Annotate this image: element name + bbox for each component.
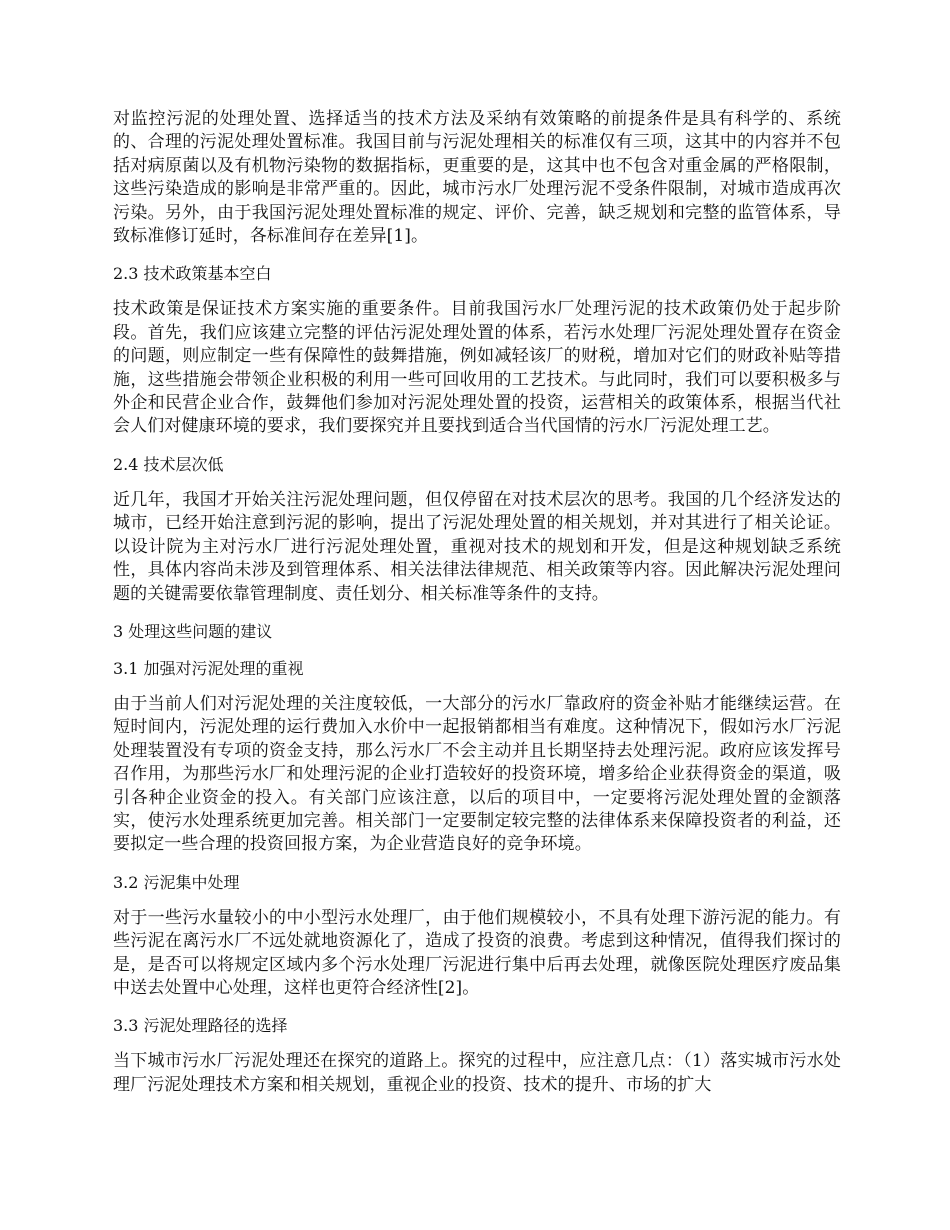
paragraph-centralized: 对于一些污水量较小的中小型污水处理厂，由于他们规模较小，不具有处理下游污泥的能力。有些污泥在离污水厂不远处就地资源化了，造成了投资的浪费。考虑到这种情况，值得我们探讨的是，是否可以将规定区域内多个污水处理厂污泥进行集中后再去处理，就像医院处理医疗废品集中送去处置中心处理，这样也更符合经济性[2]。 [113, 907, 841, 998]
heading-3: 3 处理这些问题的建议 [113, 621, 273, 641]
paragraph-attention: 由于当前人们对污泥处理的关注度较低，一大部分的污水厂靠政府的资金补贴才能继续运营。在短时间内，污泥处理的运行费加入水价中一起报销都相当有难度。这种情况下，假如污水厂污泥处理装置没有专项的资金支持，那么污水厂不会主动并且长期坚持去处理污泥。政府应该发挥号召作用，为那些污水厂和处理污泥的企业打造较好的投资环境，增多给企业获得资金的渠道，吸引各种企业资金的投入。有关部门应该注意，以后的项目中，一定要将污泥处理处置的金额落实，使污水处理系统更加完善。相关部门一定要制定较完整的法律体系来保障投资者的利益，还要拟定一些合理的投资回报方案，为企业营造良好的竞争环境。 [113, 693, 841, 855]
document-page [113, 108, 841, 1097]
heading-2-4: 2.4 技术层次低 [113, 454, 224, 474]
paragraph-standards: 对监控污泥的处理处置、选择适当的技术方法及采纳有效策略的前提条件是具有科学的、系统的、合理的污泥处理处置标准。我国目前与污泥处理相关的标准仅有三项，这其中的内容并不包括对病原菌以及有机物污染物的数据指标，更重要的是，这其中也不包含对重金属的严格限制，这些污染造成的影响是非常严重的。因此，城市污水厂处理污泥不受条件限制，对城市造成再次污染。另外，由于我国污泥处理处置标准的规定、评价、完善，缺乏规划和完整的监管体系，导致标准修订延时，各标准间存在差异[1]。 [113, 109, 841, 247]
heading-3-3: 3.3 污泥处理路径的选择 [113, 1016, 288, 1036]
heading-2-3: 2.3 技术政策基本空白 [113, 264, 272, 284]
paragraph-tech-level: 近几年，我国才开始关注污泥处理问题，但仅停留在对技术层次的思考。我国的几个经济发达的城市，已经开始注意到污泥的影响，提出了污泥处理处置的相关规划，并对其进行了相关论证。以设计院为主对污水厂进行污泥处理处置，重视对技术的规划和开发，但是这种规划缺乏系统性，具体内容尚未涉及到管理体系、相关法律法律规范、相关政策等内容。因此解决污泥处理问题的关键需要依靠管理制度、责任划分、相关标准等条件的支持。 [113, 489, 841, 604]
heading-3-1: 3.1 加强对污泥处理的重视 [113, 658, 304, 678]
paragraph-path-selection: 当下城市污水厂污泥处理还在探究的道路上。探究的过程中，应注意几点：（1）落实城市污水处理厂污泥处理技术方案和相关规划，重视企业的投资、技术的提升、市场的扩大 [113, 1051, 841, 1095]
heading-3-2: 3.2 污泥集中处理 [113, 872, 240, 892]
paragraph-tech-policy: 技术政策是保证技术方案实施的重要条件。目前我国污水厂处理污泥的技术政策仍处于起步阶段。首先，我们应该建立完整的评估污泥处理处置的体系，若污水处理厂污泥处理处置存在资金的问题，则应制定一些有保障性的鼓舞措施，例如减轻该厂的财税，增加对它们的财政补贴等措施，这些措施会带领企业积极的利用一些可回收用的工艺技术。与此同时，我们可以要积极多与外企和民营企业合作，鼓舞他们参加对污泥处理处置的投资，运营相关的政策体系，根据当代社会人们对健康环境的要求，我们要探究并且要找到适合当代国情的污水厂污泥处理工艺。 [113, 299, 841, 437]
